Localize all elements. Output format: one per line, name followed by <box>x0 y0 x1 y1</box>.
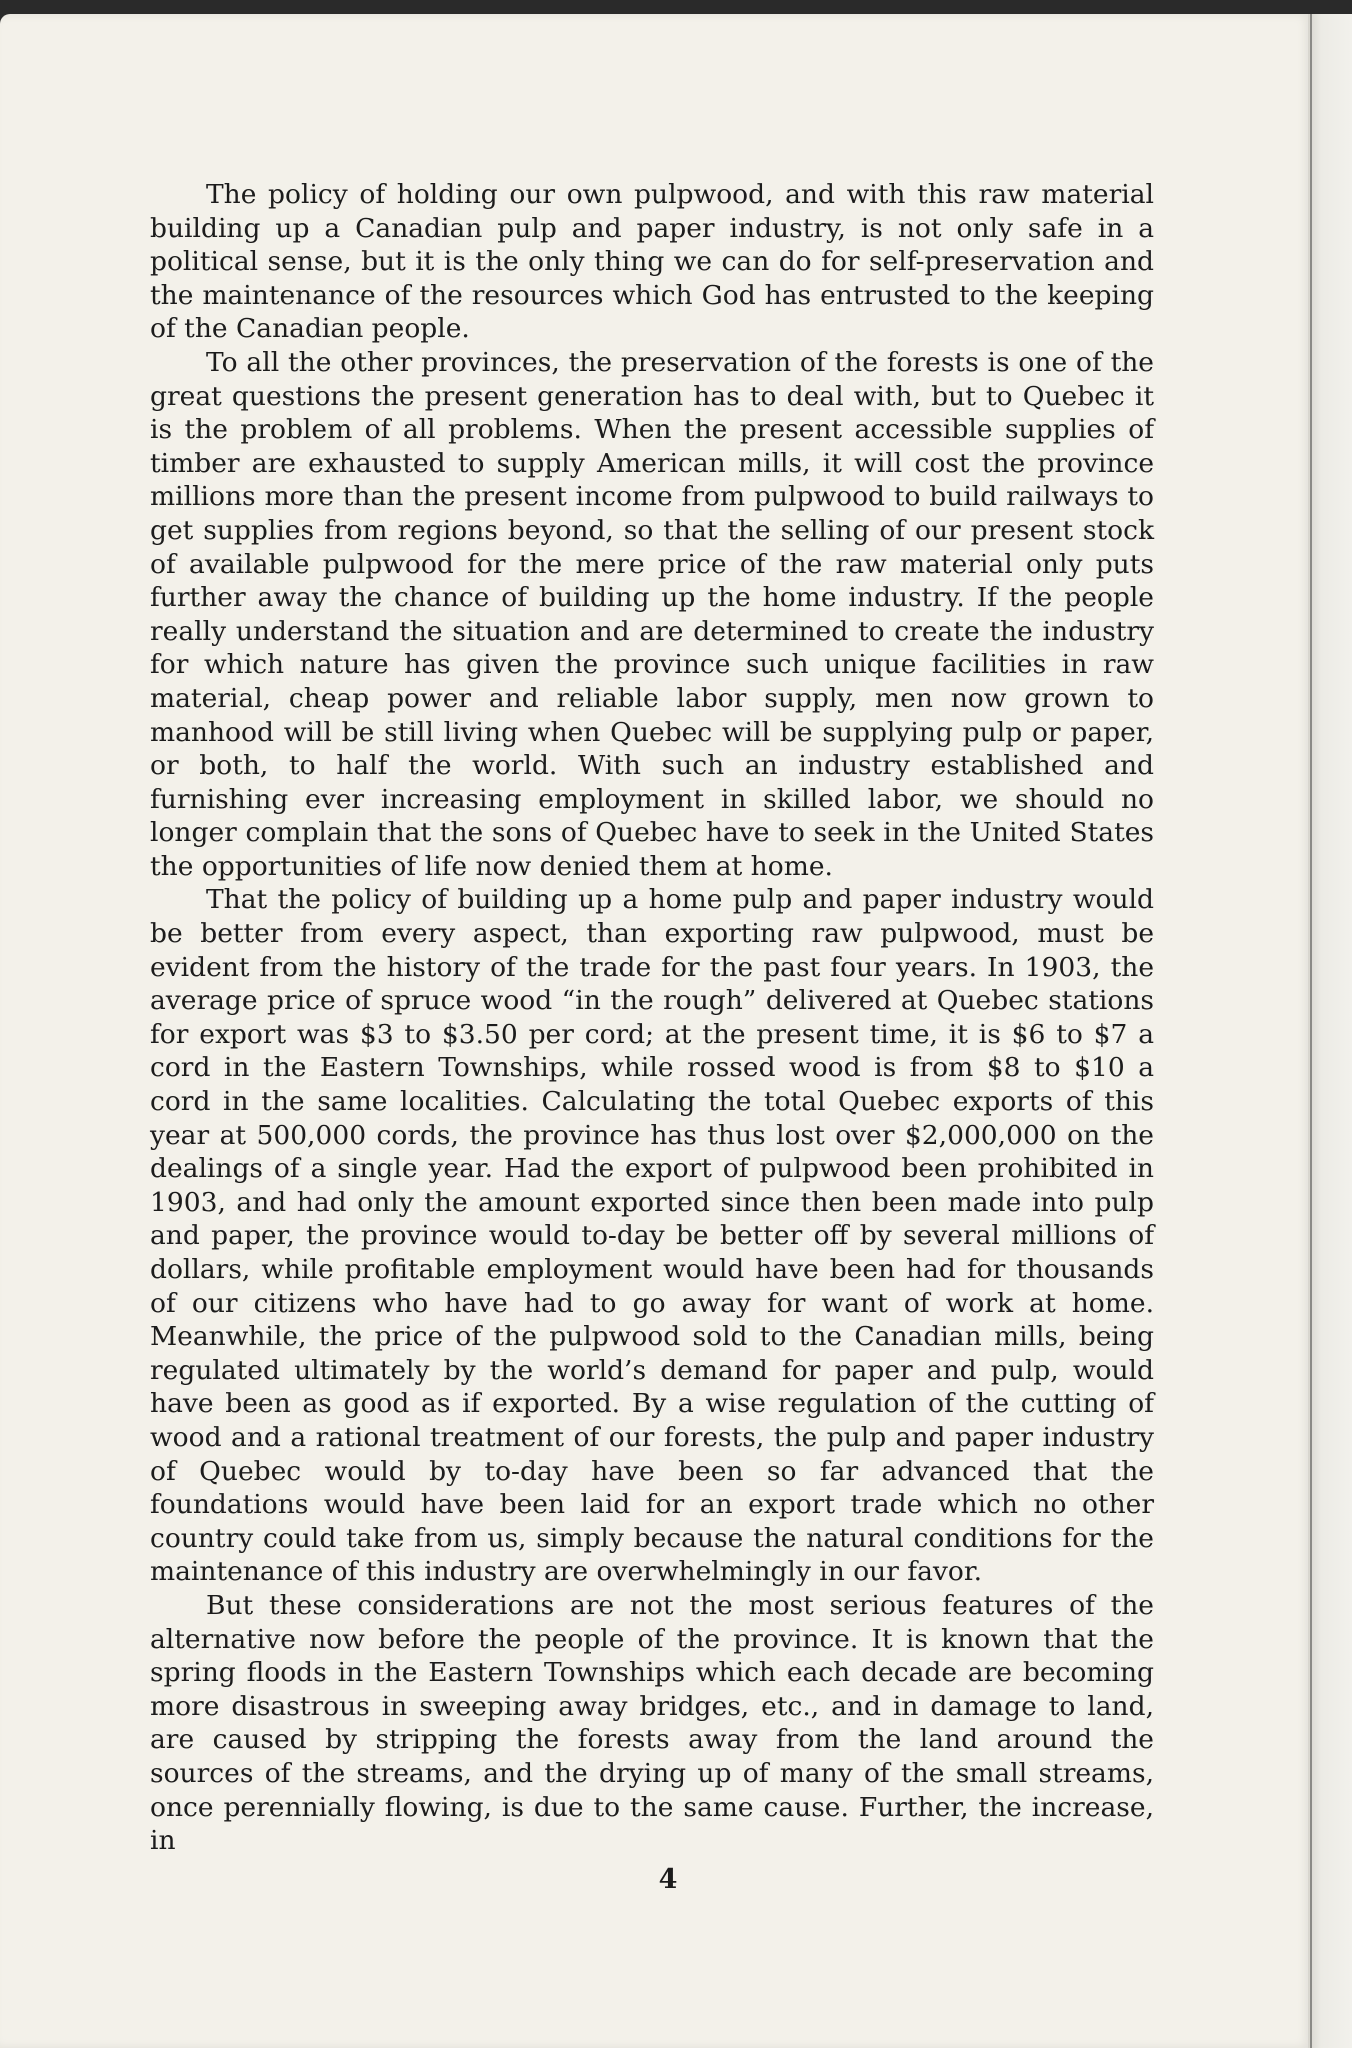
body-text <box>150 178 1154 1858</box>
page-number: 4 <box>658 1864 678 1895</box>
page-edge <box>1308 14 1352 2048</box>
paragraph-1: The policy of holding our own pulpwood, and with this raw material building up a Canadian pulp and paper industry, is not only safe in a political sense, but it is the only thing we can do for self-preservation and the maintenance of the resources which God has entrusted to the keeping of the Canadian people. <box>150 179 1154 345</box>
paragraph-2: To all the other provinces, the preservation of the forests is one of the great questions the present generation has to deal with, but to Quebec it is the problem of all problems. When the present accessible supplies of timber are exhausted to supply American mills, it will cost the province millions more than the present income from pulpwood to build railways to get supplies from regions beyond, so that the selling of our present stock of available pulpwood for the mere price of the raw material only puts further away the chance of building up the home industry. If the people really understand the situation and are determined to create the industry for which nature has given the province such unique facilities in raw material, cheap power and reliable labor supply, men now grown to manhood will be still living when Quebec will be supplying pulp or paper, or both, to half the world. With such an industry established and furnishing ever increasing employment in skilled labor, we should no longer complain that the sons of Quebec have to seek in the United States the opportunities of life now denied them at home. <box>150 346 1154 882</box>
page-edge-line <box>1310 14 1312 2048</box>
paragraph-4: But these considerations are not the most serious features of the alternative now before the people of the province. It is known that the spring floods in the Eastern Townships which each decade are becoming more disastrous in sweeping away bridges, etc., and in damage to land, are caused by stripping the forests away from the land around the sources of the streams, and the drying up of many of the small streams, once perennially flowing, is due to the same cause. Further, the increase, in <box>150 1589 1154 1857</box>
paragraph-3: That the policy of building up a home pulp and paper industry would be better from every aspect, than exporting raw pulpwood, must be evident from the history of the trade for the past four years. In 1903, the average price of spruce wood “in the rough” delivered at Quebec stations for export was $3 to $3.50 per cord; at the present time, it is $6 to $7 a cord in the Eastern Townships, while rossed wood is from $8 to $10 a cord in the same localities. Calculating the total Quebec exports of this year at 500,000 cords, the province has thus lost over $2,000,000 on the dealings of a single year. Had the export of pulpwood been prohibited in 1903, and had only the amount exported since then been made into pulp and paper, the province would to-day be better off by several millions of dollars, while profitable employment would have been had for thousands of our citizens who have had to go away for want of work at home. Meanwhile, the price of the pulpwood sold to the Canadian mills, being regulated ultimately by the world’s demand for paper and pulp, would have been as good as if exported. By a wise regulation of the cutting of wood and a rational treatment of our forests, the pulp and paper industry of Quebec would by to-day have been so far advanced that the foundations would have been laid for an export trade which no other country could take from us, simply because the natural conditions for the maintenance of this industry are overwhelmingly in our favor. <box>150 884 1154 1588</box>
